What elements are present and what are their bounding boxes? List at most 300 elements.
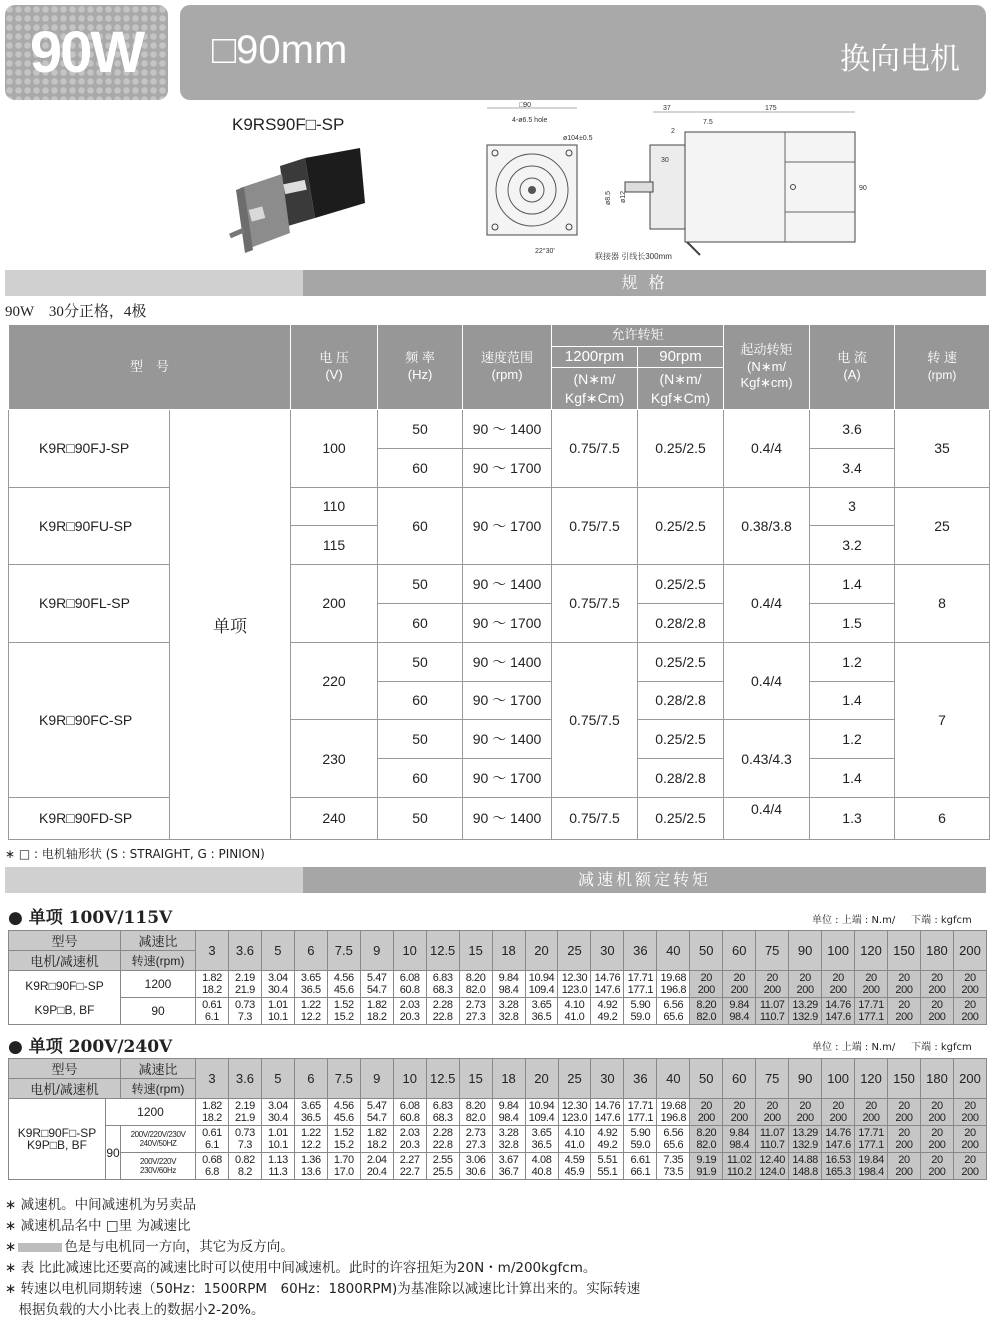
torque-cell [228, 998, 261, 1025]
cell-text: 16.53 [825, 1154, 851, 1166]
cell-text: (N∗m/ [573, 371, 616, 388]
cell-text: 8.20 [696, 1127, 717, 1139]
cell-text: 68.3 [432, 984, 453, 996]
cell-text: 0.73 [235, 1127, 255, 1139]
ratio-cell: 180 [920, 1059, 953, 1099]
table-cell: 0.28/2.8 [638, 603, 724, 642]
cell-text: 2.28 [432, 999, 453, 1011]
torque-cell [888, 1099, 921, 1126]
cell-text: 20.3 [399, 1011, 420, 1023]
cell-text: 频 率 [405, 350, 435, 366]
cell-text: 1.70 [333, 1154, 354, 1166]
table-cell: 0.28/2.8 [638, 759, 724, 798]
cell-text: 10.1 [267, 1139, 288, 1151]
cell-text: 20 [799, 972, 811, 984]
ratio-cell: 9 [360, 931, 393, 971]
torque-cell [426, 998, 459, 1025]
table-cell: 0.4/4 [724, 410, 810, 488]
cell-text: 0.73 [235, 999, 255, 1011]
cell-text: Kgf∗Cm) [650, 389, 711, 406]
torque-cell [558, 998, 591, 1025]
cell-text: 18.2 [366, 1011, 387, 1023]
table-cell: 90 ～ 1400 [463, 565, 552, 604]
torque-cell [723, 1099, 756, 1126]
cell-text: 82.0 [465, 984, 486, 996]
torque-cell [426, 971, 459, 998]
cell-text: 200 [928, 1139, 946, 1151]
cell-text: 21.9 [235, 1112, 255, 1124]
cell-text: 6.1 [204, 1011, 220, 1023]
torque-cell [789, 998, 822, 1025]
torque-cell [657, 1099, 690, 1126]
cell-text: 20 [766, 972, 778, 984]
torque-cell [822, 1099, 855, 1126]
cell-text: 18.2 [366, 1139, 387, 1151]
model-cell [9, 1099, 106, 1180]
torque-cell [591, 1153, 624, 1180]
cell-text: 49.2 [597, 1011, 618, 1023]
table-cell: 0.43/4.3 [724, 720, 810, 798]
cell-text: 200 [928, 1112, 946, 1124]
model-cell [9, 971, 121, 1025]
torque-cell [525, 1153, 558, 1180]
torque-cell [920, 1126, 953, 1153]
cell-text: 9.84 [498, 972, 519, 984]
cell-text: 68.3 [432, 1112, 453, 1124]
torque-cell [624, 1126, 657, 1153]
torque-cell [360, 971, 393, 998]
table-cell [552, 368, 638, 410]
cell-text: 200 [862, 984, 880, 996]
dim-pcd: ø104±0.5 [563, 135, 593, 142]
ratio-cell: 18 [492, 1059, 525, 1099]
ratio-cell: 150 [888, 1059, 921, 1099]
table-cell: 200 [291, 565, 378, 643]
motor-photo [220, 138, 380, 268]
table-cell: 240 [291, 797, 378, 839]
cell-text: 165.3 [825, 1166, 851, 1178]
table-cell: 90 ～ 1400 [463, 410, 552, 449]
cell-text: 20 [898, 1100, 910, 1112]
ratio-cell: 3.6 [228, 931, 261, 971]
torque-cell [756, 971, 789, 998]
table-cell: 3.4 [810, 448, 895, 487]
note-5: ∗ 转速以电机同期转速（50Hz：1500RPM 60Hz：1800RPM)为基准除以减速比计算出来的。实际转速 [5, 1281, 641, 1297]
shade-swatch [18, 1243, 62, 1252]
cell-text: 3.67 [498, 1154, 519, 1166]
cell-text: 82.0 [465, 1112, 486, 1124]
torque-cell [228, 1153, 261, 1180]
torque-cell [261, 1153, 294, 1180]
cell-text: 22.8 [432, 1139, 453, 1151]
cell-text: 21.9 [235, 984, 255, 996]
torque-cell [789, 971, 822, 998]
cell-text: 2.04 [366, 1154, 387, 1166]
torque-cell [789, 1126, 822, 1153]
cell-text: 19.68 [660, 1100, 687, 1112]
torque-cell [888, 971, 921, 998]
cell-text: K9R□90F□-SP [17, 1126, 97, 1140]
table-cell [638, 368, 724, 410]
table-cell: 1200 [106, 1099, 196, 1126]
reducer-section-title: 减速机额定转矩 [303, 867, 986, 893]
table-cell: 0.75/7.5 [552, 410, 638, 488]
torque-cell [261, 971, 294, 998]
cell-text: 20 [931, 999, 943, 1011]
torque-cell [196, 1099, 229, 1126]
cell-text: 9.19 [696, 1154, 717, 1166]
cell-text: 1.82 [366, 1127, 387, 1139]
cell-text: 20 [700, 1100, 712, 1112]
table-cell: 90 ～ 1700 [463, 603, 552, 642]
cell-text: 20 [964, 1127, 976, 1139]
cell-text: 200 [961, 1112, 979, 1124]
cell-text: 5.51 [597, 1154, 618, 1166]
torque-cell [228, 1126, 261, 1153]
torque-cell [920, 1153, 953, 1180]
cell-text: 8.2 [237, 1166, 252, 1178]
torque-cell [690, 1099, 723, 1126]
torque-cell [855, 1153, 888, 1180]
cell-text: 200 [763, 984, 781, 996]
note-2: ∗ 减速机品名中 □里 为减速比 [5, 1218, 191, 1234]
cell-text: 20 [865, 1100, 877, 1112]
dim-2: 2 [671, 128, 675, 135]
cell-text: 49.2 [597, 1139, 618, 1151]
cell-text: 30.4 [267, 984, 288, 996]
cell-text: 147.6 [594, 1112, 621, 1124]
cell-text: 1.52 [333, 1127, 354, 1139]
hdr-speed-range [463, 325, 552, 410]
torque-cell [327, 998, 360, 1025]
torque-cell [953, 971, 986, 998]
cell-text: 11.07 [759, 1127, 785, 1139]
cell-text: 123.0 [561, 1112, 588, 1124]
hdr-1200rpm: 1200rpm [552, 347, 638, 368]
torque-cell [459, 1153, 492, 1180]
cell-text: 20 [898, 972, 910, 984]
torque-cell [459, 1099, 492, 1126]
torque-cell [855, 998, 888, 1025]
cell-text: 177.1 [858, 1011, 884, 1023]
cell-text: 11.07 [759, 999, 785, 1011]
torque-cell [294, 971, 327, 998]
torque-cell [360, 1153, 393, 1180]
torque-cell [789, 1153, 822, 1180]
cell-text: 11.02 [726, 1154, 752, 1166]
torque-cell [591, 971, 624, 998]
cell-text: 200 [862, 1112, 880, 1124]
cell-text: 110.7 [759, 1139, 785, 1151]
cell-text: 200V/220V/230V [130, 1130, 186, 1139]
cell-text: 200 [697, 984, 715, 996]
cell-text: 36.5 [531, 1139, 552, 1151]
dim-90: 90 [859, 185, 867, 192]
cell-text: 20 [733, 972, 745, 984]
cell-text: ∗ [5, 1239, 17, 1255]
cell-text: 60.8 [399, 1112, 420, 1124]
cell-text: 17.71 [858, 1127, 884, 1139]
page-title: 换向电机 [840, 42, 960, 77]
table-cell: 3 [810, 487, 895, 526]
ratio-cell: 3 [196, 1059, 229, 1099]
cell-text: 8.20 [696, 999, 717, 1011]
cell-text: 147.6 [825, 1139, 851, 1151]
hdr-motor-reducer: 电机/减速机 [9, 951, 121, 971]
cell-text: 200 [763, 1112, 781, 1124]
cell-text: 1.52 [333, 999, 354, 1011]
table-cell: 1200 [121, 971, 196, 998]
cell-text: 41.0 [564, 1139, 585, 1151]
ratio-cell: 30 [591, 931, 624, 971]
cell-text: 148.8 [792, 1166, 818, 1178]
ratio-cell: 25 [558, 1059, 591, 1099]
cell-text: 30.4 [267, 1112, 288, 1124]
cell-text: 18.2 [202, 1112, 222, 1124]
torque-cell [228, 1099, 261, 1126]
table-cell: 90 ～ 1400 [463, 720, 552, 759]
cell-text: 36.5 [531, 1011, 552, 1023]
cell-text: 6.56 [663, 1127, 684, 1139]
ratio-cell: 3 [196, 931, 229, 971]
table-cell: 1.4 [810, 759, 895, 798]
table-cell: 115 [291, 526, 378, 565]
torque-cell [327, 971, 360, 998]
ratio-cell: 100 [822, 931, 855, 971]
cell-text: 147.6 [594, 984, 621, 996]
torque-cell [920, 998, 953, 1025]
ratio-cell: 200 [953, 931, 986, 971]
cell-text: 5.90 [630, 999, 651, 1011]
table-cell: 90 ～ 1700 [463, 759, 552, 798]
torque-cell [822, 971, 855, 998]
torque-cell [196, 1126, 229, 1153]
cell-text: 4.92 [597, 1127, 618, 1139]
cell-text: 132.9 [792, 1139, 818, 1151]
phase-cell: 单项 [170, 410, 291, 840]
cell-text: (A) [843, 367, 861, 382]
torque-cell [657, 998, 690, 1025]
cell-text: 色是与电机同一方向，其它为反方向。 [64, 1239, 294, 1255]
hdr-model: 型 号 [9, 325, 291, 410]
cell-text: 12.40 [759, 1154, 785, 1166]
cell-text: 7.3 [237, 1139, 252, 1151]
cell-text: 54.7 [366, 1112, 387, 1124]
cell-text: 5.47 [366, 972, 387, 984]
ratio-cell: 12.5 [426, 1059, 459, 1099]
ratio-cell: 10 [393, 1059, 426, 1099]
ratio-cell: 60 [723, 1059, 756, 1099]
torque-cell [723, 971, 756, 998]
table-cell: 0.4/4 [724, 797, 810, 839]
reducer-section-bar [5, 867, 986, 893]
ratio-cell: 6 [294, 1059, 327, 1099]
cell-text: 电 压 [319, 350, 349, 366]
cell-text: 3.04 [267, 972, 288, 984]
cell-text: Kgf∗Cm) [564, 389, 625, 406]
hdr-current [810, 325, 895, 410]
ratio-cell: 9 [360, 1059, 393, 1099]
cell-text: 1.01 [267, 999, 288, 1011]
cell-text: 11.3 [268, 1166, 288, 1178]
ratio-cell: 7.5 [327, 1059, 360, 1099]
torque-cell [822, 998, 855, 1025]
cell-text: 200V/220V [140, 1157, 177, 1166]
cell-text: 22.8 [432, 1011, 453, 1023]
cell-text: 109.4 [528, 1112, 555, 1124]
cell-text: 2.03 [399, 999, 420, 1011]
cell-text: 1.22 [300, 999, 321, 1011]
ratio-cell: 60 [723, 931, 756, 971]
cell-text: 3.65 [531, 1127, 552, 1139]
cell-text: 20 [832, 972, 844, 984]
table-cell: K9R□90FC-SP [9, 642, 170, 797]
row-90-a [9, 1126, 987, 1153]
table1-title: ● 单项 100V/115V [8, 908, 173, 928]
torque-cell [822, 1153, 855, 1180]
ratio-cell: 12.5 [426, 931, 459, 971]
ratio-cell: 5 [261, 1059, 294, 1099]
power-label: 90W [29, 20, 144, 85]
cell-text: 9.84 [729, 999, 750, 1011]
table-cell: 0.25/2.5 [638, 797, 724, 839]
torque-cell [492, 1153, 525, 1180]
cell-text: 91.9 [696, 1166, 717, 1178]
cell-text: 12.2 [300, 1139, 321, 1151]
torque-cell [690, 998, 723, 1025]
dim-square: □90 [519, 102, 532, 109]
torque-cell [855, 1099, 888, 1126]
cell-text: 198.4 [858, 1166, 884, 1178]
torque-cell [723, 1153, 756, 1180]
torque-cell [953, 1153, 986, 1180]
cell-text: 45.6 [333, 984, 354, 996]
cell-text: 59.0 [630, 1139, 651, 1151]
ratio-cell: 36 [624, 931, 657, 971]
dim-37: 37 [663, 105, 671, 112]
table-cell: 0.38/3.8 [724, 487, 810, 565]
dim-30: 30 [661, 157, 669, 164]
cell-text: 132.9 [792, 1011, 818, 1023]
table-cell: 230 [291, 720, 378, 798]
cell-text: 65.6 [663, 1011, 684, 1023]
torque-cell [920, 1099, 953, 1126]
ratio-cell: 75 [756, 1059, 789, 1099]
table-cell: 90 [121, 998, 196, 1025]
torque-cell [492, 1126, 525, 1153]
ratio-cell: 3.6 [228, 1059, 261, 1099]
table-cell: 0.75/7.5 [552, 797, 638, 839]
cell-text: 12.30 [561, 972, 588, 984]
table-cell: 90 [106, 1126, 121, 1180]
cell-text: 1.36 [300, 1154, 321, 1166]
torque-cell [327, 1153, 360, 1180]
cell-text: 36.5 [300, 984, 321, 996]
cell-text: 200 [961, 1011, 979, 1023]
table-cell: 0.25/2.5 [638, 565, 724, 604]
cell-text: 10.94 [528, 972, 555, 984]
cell-text: 55.1 [597, 1166, 618, 1178]
table-cell: 1.5 [810, 603, 895, 642]
cell-text: 20 [733, 1100, 745, 1112]
cell-text: 7.3 [237, 1011, 252, 1023]
torque-cell [953, 1099, 986, 1126]
cell-text: 20 [898, 1127, 910, 1139]
torque-cell [393, 1153, 426, 1180]
table-cell: 1.2 [810, 720, 895, 759]
cell-text: 200 [928, 1011, 946, 1023]
cell-text: (Hz) [407, 367, 433, 382]
ratio-cell: 20 [525, 931, 558, 971]
cell-text: 45.9 [564, 1166, 585, 1178]
cell-text: 20 [766, 1100, 778, 1112]
cell-text: 转 速 [927, 350, 957, 366]
torque-cell [393, 998, 426, 1025]
cell-text: 54.7 [366, 984, 387, 996]
row-1200 [9, 971, 987, 998]
hdr-freq [378, 325, 463, 410]
table-cell: 60 [378, 487, 463, 565]
notes [5, 1195, 640, 1321]
cell-text: 10.94 [528, 1100, 555, 1112]
cell-text: 6.08 [399, 1100, 420, 1112]
ratio-cell: 6 [294, 931, 327, 971]
table-cell: 100 [291, 410, 378, 488]
cell-text: 速度范围 [481, 350, 534, 366]
cell-text: 147.6 [825, 1011, 851, 1023]
cell-text: 20 [931, 1127, 943, 1139]
cell-text: 13.29 [792, 1127, 818, 1139]
table-cell: 50 [378, 642, 463, 681]
torque-cell [492, 998, 525, 1025]
cell-text: 41.0 [564, 1011, 585, 1023]
cell-text: 6.83 [432, 1100, 453, 1112]
cell-text: 27.3 [465, 1139, 486, 1151]
table-cell: 50 [378, 797, 463, 839]
torque-cell [459, 971, 492, 998]
cell-text: 14.76 [594, 972, 621, 984]
cell-text: 20 [931, 1154, 943, 1166]
table-cell: 90 ～ 1400 [463, 797, 552, 839]
table-cell: 90 ～ 1400 [463, 642, 552, 681]
cell-text: 3.65 [300, 972, 321, 984]
cell-text: 6.08 [399, 972, 420, 984]
ratio-cell: 36 [624, 1059, 657, 1099]
ratio-cell: 75 [756, 931, 789, 971]
cell-text: K9P□B, BF [27, 1138, 87, 1152]
cell-text: 123.0 [561, 984, 588, 996]
cell-text: 14.76 [594, 1100, 621, 1112]
cell-text: 3.28 [498, 999, 519, 1011]
cell-text: 200 [730, 1112, 748, 1124]
hdr-type: 型号 [9, 931, 121, 951]
cell-text: 14.76 [825, 999, 851, 1011]
torque-cell [591, 1126, 624, 1153]
table-cell: 0.25/2.5 [638, 642, 724, 681]
cell-text: (V) [325, 367, 343, 382]
table-cell: 90 ～ 1700 [463, 448, 552, 487]
cell-text: Kgf∗cm) [740, 375, 793, 391]
cell-text: 82.0 [696, 1139, 717, 1151]
cell-text: 40.8 [531, 1166, 552, 1178]
cell-text: 110.2 [726, 1166, 752, 1178]
note-6: 根据负载的大小比表上的数据小2-20%。 [5, 1302, 265, 1318]
frame-size: □90mm [212, 28, 348, 72]
ratio-cell: 90 [789, 931, 822, 971]
reducer-table-100v [8, 930, 987, 1025]
table-cell: 1.2 [810, 642, 895, 681]
cell-text: 4.56 [333, 972, 354, 984]
